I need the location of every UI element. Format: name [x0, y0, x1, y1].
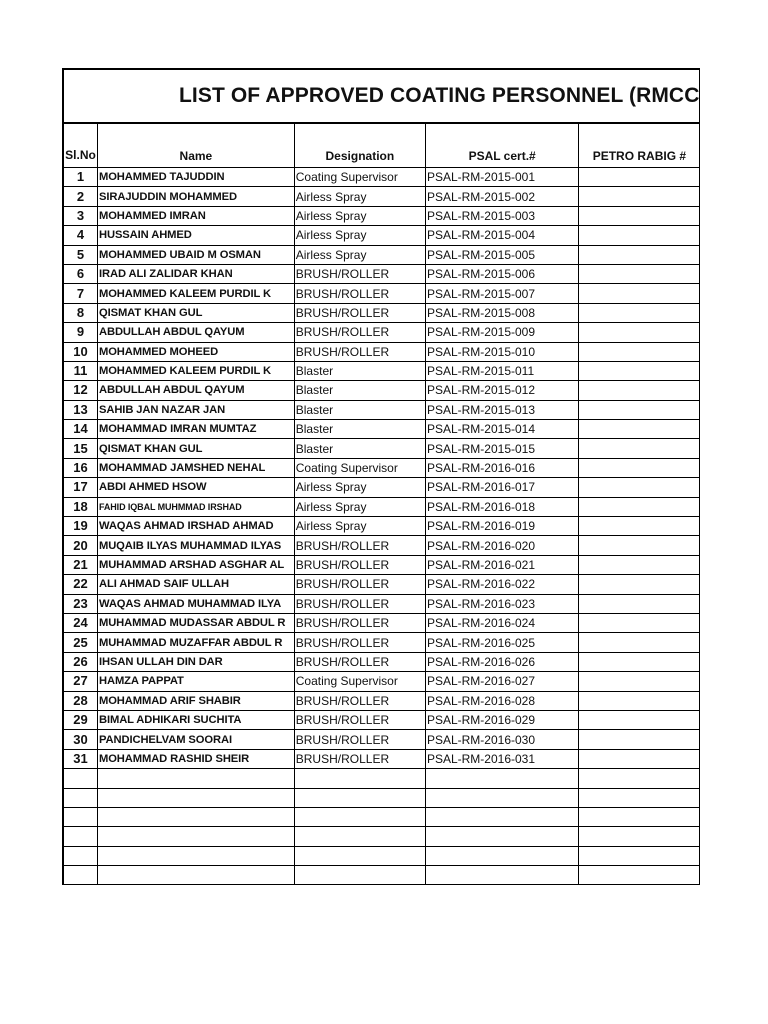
- row-slno: 16: [63, 458, 97, 477]
- empty-row: [63, 866, 700, 885]
- row-designation: BRUSH/ROLLER: [294, 613, 425, 632]
- empty-cell: [97, 788, 294, 807]
- row-slno: 5: [63, 245, 97, 264]
- row-petro: [579, 749, 700, 768]
- row-designation: BRUSH/ROLLER: [294, 730, 425, 749]
- header-row: [63, 123, 700, 168]
- row-cert: PSAL-RM-2015-007: [425, 284, 578, 303]
- table-row: [63, 187, 700, 206]
- row-designation: Blaster: [294, 439, 425, 458]
- title-cell: [63, 69, 700, 123]
- row-cert: PSAL-RM-2015-009: [425, 323, 578, 342]
- empty-cell: [97, 846, 294, 865]
- row-cert: PSAL-RM-2016-028: [425, 691, 578, 710]
- empty-cell: [425, 846, 578, 865]
- row-slno: 18: [63, 497, 97, 516]
- empty-cell: [97, 769, 294, 788]
- table-row: [63, 652, 700, 671]
- table-row: [63, 497, 700, 516]
- row-cert: PSAL-RM-2016-017: [425, 478, 578, 497]
- row-cert: PSAL-RM-2016-030: [425, 730, 578, 749]
- row-cert: PSAL-RM-2015-006: [425, 264, 578, 283]
- row-designation: Airless Spray: [294, 497, 425, 516]
- table-row: [63, 342, 700, 361]
- row-cert: PSAL-RM-2016-020: [425, 536, 578, 555]
- row-designation: BRUSH/ROLLER: [294, 594, 425, 613]
- row-name: WAQAS AHMAD MUHAMMAD ILYA: [97, 594, 294, 613]
- row-name: ABDULLAH ABDUL QAYUM: [97, 381, 294, 400]
- row-cert: PSAL-RM-2015-002: [425, 187, 578, 206]
- row-cert: PSAL-RM-2015-011: [425, 361, 578, 380]
- row-designation: BRUSH/ROLLER: [294, 303, 425, 322]
- empty-row: [63, 807, 700, 826]
- table-row: [63, 400, 700, 419]
- row-name: BIMAL ADHIKARI SUCHITA: [97, 710, 294, 729]
- empty-cell: [294, 788, 425, 807]
- row-slno: 2: [63, 187, 97, 206]
- row-slno: 31: [63, 749, 97, 768]
- row-petro: [579, 575, 700, 594]
- row-designation: BRUSH/ROLLER: [294, 323, 425, 342]
- row-designation: BRUSH/ROLLER: [294, 536, 425, 555]
- row-slno: 26: [63, 652, 97, 671]
- row-designation: BRUSH/ROLLER: [294, 749, 425, 768]
- row-petro: [579, 400, 700, 419]
- row-name: PANDICHELVAM SOORAI: [97, 730, 294, 749]
- row-petro: [579, 691, 700, 710]
- row-petro: [579, 323, 700, 342]
- row-slno: 15: [63, 439, 97, 458]
- row-cert: PSAL-RM-2015-003: [425, 206, 578, 225]
- table-row: [63, 206, 700, 225]
- table-row: [63, 168, 700, 187]
- empty-cell: [63, 846, 97, 865]
- row-petro: [579, 517, 700, 536]
- table-row: [63, 420, 700, 439]
- row-slno: 4: [63, 226, 97, 245]
- row-petro: [579, 168, 700, 187]
- row-name: MOHAMMAD RASHID SHEIR: [97, 749, 294, 768]
- title-row: [63, 69, 700, 123]
- empty-cell: [294, 846, 425, 865]
- row-designation: Airless Spray: [294, 226, 425, 245]
- row-name: MUHAMMAD MUDASSAR ABDUL R: [97, 613, 294, 632]
- row-petro: [579, 342, 700, 361]
- row-cert: PSAL-RM-2015-015: [425, 439, 578, 458]
- row-name: FAHID IQBAL MUHMMAD IRSHAD: [97, 497, 294, 516]
- table-row: [63, 264, 700, 283]
- row-petro: [579, 633, 700, 652]
- empty-cell: [425, 866, 578, 885]
- row-designation: BRUSH/ROLLER: [294, 555, 425, 574]
- row-designation: BRUSH/ROLLER: [294, 710, 425, 729]
- empty-cell: [97, 807, 294, 826]
- row-petro: [579, 381, 700, 400]
- row-petro: [579, 594, 700, 613]
- table-row: [63, 381, 700, 400]
- table-row: [63, 555, 700, 574]
- row-name: MOHAMMED TAJUDDIN: [97, 168, 294, 187]
- row-petro: [579, 710, 700, 729]
- row-petro: [579, 458, 700, 477]
- row-slno: 22: [63, 575, 97, 594]
- row-name: QISMAT KHAN GUL: [97, 303, 294, 322]
- header-name: Name: [97, 123, 294, 168]
- row-petro: [579, 187, 700, 206]
- table-row: [63, 536, 700, 555]
- row-designation: BRUSH/ROLLER: [294, 633, 425, 652]
- empty-row: [63, 846, 700, 865]
- row-petro: [579, 613, 700, 632]
- table-row: [63, 361, 700, 380]
- document-title: LIST OF APPROVED COATING PERSONNEL (RMCC: [179, 84, 700, 107]
- row-petro: [579, 284, 700, 303]
- table-row: [63, 323, 700, 342]
- empty-cell: [425, 807, 578, 826]
- row-name: MOHAMMED KALEEM PURDIL K: [97, 284, 294, 303]
- row-designation: BRUSH/ROLLER: [294, 575, 425, 594]
- row-petro: [579, 652, 700, 671]
- row-cert: PSAL-RM-2016-023: [425, 594, 578, 613]
- row-designation: BRUSH/ROLLER: [294, 264, 425, 283]
- row-name: HUSSAIN AHMED: [97, 226, 294, 245]
- row-cert: PSAL-RM-2016-018: [425, 497, 578, 516]
- row-slno: 9: [63, 323, 97, 342]
- empty-cell: [294, 769, 425, 788]
- table-row: [63, 575, 700, 594]
- empty-cell: [579, 788, 700, 807]
- row-cert: PSAL-RM-2016-019: [425, 517, 578, 536]
- empty-cell: [425, 769, 578, 788]
- row-slno: 14: [63, 420, 97, 439]
- table-row: [63, 730, 700, 749]
- row-petro: [579, 264, 700, 283]
- empty-cell: [97, 866, 294, 885]
- row-slno: 1: [63, 168, 97, 187]
- row-designation: BRUSH/ROLLER: [294, 342, 425, 361]
- empty-cell: [579, 769, 700, 788]
- empty-cell: [63, 769, 97, 788]
- row-cert: PSAL-RM-2016-021: [425, 555, 578, 574]
- empty-cell: [294, 807, 425, 826]
- row-name: HAMZA PAPPAT: [97, 672, 294, 691]
- table-row: [63, 594, 700, 613]
- row-name: QISMAT KHAN GUL: [97, 439, 294, 458]
- empty-cell: [63, 827, 97, 846]
- table-row: [63, 245, 700, 264]
- row-name: MOHAMMED MOHEED: [97, 342, 294, 361]
- row-petro: [579, 555, 700, 574]
- row-petro: [579, 361, 700, 380]
- row-slno: 7: [63, 284, 97, 303]
- row-designation: Blaster: [294, 381, 425, 400]
- row-designation: BRUSH/ROLLER: [294, 284, 425, 303]
- table-row: [63, 613, 700, 632]
- row-slno: 6: [63, 264, 97, 283]
- table-row: [63, 710, 700, 729]
- row-cert: PSAL-RM-2016-027: [425, 672, 578, 691]
- empty-cell: [579, 807, 700, 826]
- row-cert: PSAL-RM-2015-004: [425, 226, 578, 245]
- table-row: [63, 303, 700, 322]
- header-petro: PETRO RABIG #: [579, 123, 700, 168]
- row-slno: 27: [63, 672, 97, 691]
- header-slno: Sl.No: [63, 123, 97, 168]
- row-cert: PSAL-RM-2016-026: [425, 652, 578, 671]
- table-row: [63, 633, 700, 652]
- personnel-table: [62, 68, 700, 885]
- header-cert: PSAL cert.#: [425, 123, 578, 168]
- row-name: MUHAMMAD MUZAFFAR ABDUL R: [97, 633, 294, 652]
- row-name: MOHAMMAD IMRAN MUMTAZ: [97, 420, 294, 439]
- row-cert: PSAL-RM-2016-025: [425, 633, 578, 652]
- row-designation: Airless Spray: [294, 517, 425, 536]
- empty-row: [63, 788, 700, 807]
- row-slno: 23: [63, 594, 97, 613]
- empty-cell: [579, 866, 700, 885]
- row-slno: 10: [63, 342, 97, 361]
- empty-cell: [97, 827, 294, 846]
- empty-cell: [579, 846, 700, 865]
- row-cert: PSAL-RM-2016-022: [425, 575, 578, 594]
- row-designation: Coating Supervisor: [294, 168, 425, 187]
- empty-cell: [63, 788, 97, 807]
- row-petro: [579, 536, 700, 555]
- table-row: [63, 284, 700, 303]
- table-row: [63, 226, 700, 245]
- row-slno: 24: [63, 613, 97, 632]
- row-designation: BRUSH/ROLLER: [294, 691, 425, 710]
- row-slno: 29: [63, 710, 97, 729]
- row-slno: 12: [63, 381, 97, 400]
- row-slno: 30: [63, 730, 97, 749]
- row-name: IRAD ALI ZALIDAR KHAN: [97, 264, 294, 283]
- empty-cell: [425, 788, 578, 807]
- row-slno: 3: [63, 206, 97, 225]
- row-name: MOHAMMAD JAMSHED NEHAL: [97, 458, 294, 477]
- row-designation: Airless Spray: [294, 478, 425, 497]
- row-slno: 21: [63, 555, 97, 574]
- row-petro: [579, 478, 700, 497]
- row-name: ALI AHMAD SAIF ULLAH: [97, 575, 294, 594]
- table-row: [63, 691, 700, 710]
- row-name: MOHAMMED IMRAN: [97, 206, 294, 225]
- row-designation: Coating Supervisor: [294, 672, 425, 691]
- empty-cell: [63, 807, 97, 826]
- row-designation: Airless Spray: [294, 245, 425, 264]
- row-designation: Airless Spray: [294, 206, 425, 225]
- row-petro: [579, 730, 700, 749]
- row-cert: PSAL-RM-2015-010: [425, 342, 578, 361]
- row-slno: 8: [63, 303, 97, 322]
- header-designation: Designation: [294, 123, 425, 168]
- row-slno: 13: [63, 400, 97, 419]
- row-slno: 20: [63, 536, 97, 555]
- empty-row: [63, 769, 700, 788]
- row-cert: PSAL-RM-2015-014: [425, 420, 578, 439]
- row-petro: [579, 206, 700, 225]
- row-name: SIRAJUDDIN MOHAMMED: [97, 187, 294, 206]
- table-row: [63, 517, 700, 536]
- empty-cell: [294, 827, 425, 846]
- row-cert: PSAL-RM-2016-031: [425, 749, 578, 768]
- empty-cell: [63, 866, 97, 885]
- row-cert: PSAL-RM-2015-008: [425, 303, 578, 322]
- empty-cell: [425, 827, 578, 846]
- row-petro: [579, 245, 700, 264]
- row-cert: PSAL-RM-2015-013: [425, 400, 578, 419]
- row-designation: BRUSH/ROLLER: [294, 652, 425, 671]
- row-petro: [579, 439, 700, 458]
- row-cert: PSAL-RM-2015-001: [425, 168, 578, 187]
- empty-row: [63, 827, 700, 846]
- row-name: MUQAIB ILYAS MUHAMMAD ILYAS: [97, 536, 294, 555]
- table-row: [63, 478, 700, 497]
- row-cert: PSAL-RM-2016-024: [425, 613, 578, 632]
- row-name: ABDI AHMED HSOW: [97, 478, 294, 497]
- row-cert: PSAL-RM-2015-012: [425, 381, 578, 400]
- row-name: MOHAMMAD ARIF SHABIR: [97, 691, 294, 710]
- row-slno: 11: [63, 361, 97, 380]
- row-designation: Coating Supervisor: [294, 458, 425, 477]
- row-name: IHSAN ULLAH DIN DAR: [97, 652, 294, 671]
- row-slno: 17: [63, 478, 97, 497]
- row-designation: Airless Spray: [294, 187, 425, 206]
- row-petro: [579, 226, 700, 245]
- row-name: SAHIB JAN NAZAR JAN: [97, 400, 294, 419]
- table-row: [63, 749, 700, 768]
- row-slno: 19: [63, 517, 97, 536]
- row-cert: PSAL-RM-2016-029: [425, 710, 578, 729]
- row-cert: PSAL-RM-2015-005: [425, 245, 578, 264]
- empty-cell: [579, 827, 700, 846]
- table-body: [63, 168, 700, 885]
- table-row: [63, 439, 700, 458]
- row-petro: [579, 497, 700, 516]
- row-designation: Blaster: [294, 400, 425, 419]
- table-row: [63, 672, 700, 691]
- table-row: [63, 458, 700, 477]
- row-petro: [579, 420, 700, 439]
- row-petro: [579, 303, 700, 322]
- row-designation: Blaster: [294, 420, 425, 439]
- row-designation: Blaster: [294, 361, 425, 380]
- empty-cell: [294, 866, 425, 885]
- row-cert: PSAL-RM-2016-016: [425, 458, 578, 477]
- row-slno: 25: [63, 633, 97, 652]
- row-name: MOHAMMED KALEEM PURDIL K: [97, 361, 294, 380]
- row-name: ABDULLAH ABDUL QAYUM: [97, 323, 294, 342]
- row-name: MUHAMMAD ARSHAD ASGHAR AL: [97, 555, 294, 574]
- row-petro: [579, 672, 700, 691]
- row-slno: 28: [63, 691, 97, 710]
- row-name: MOHAMMED UBAID M OSMAN: [97, 245, 294, 264]
- row-name: WAQAS AHMAD IRSHAD AHMAD: [97, 517, 294, 536]
